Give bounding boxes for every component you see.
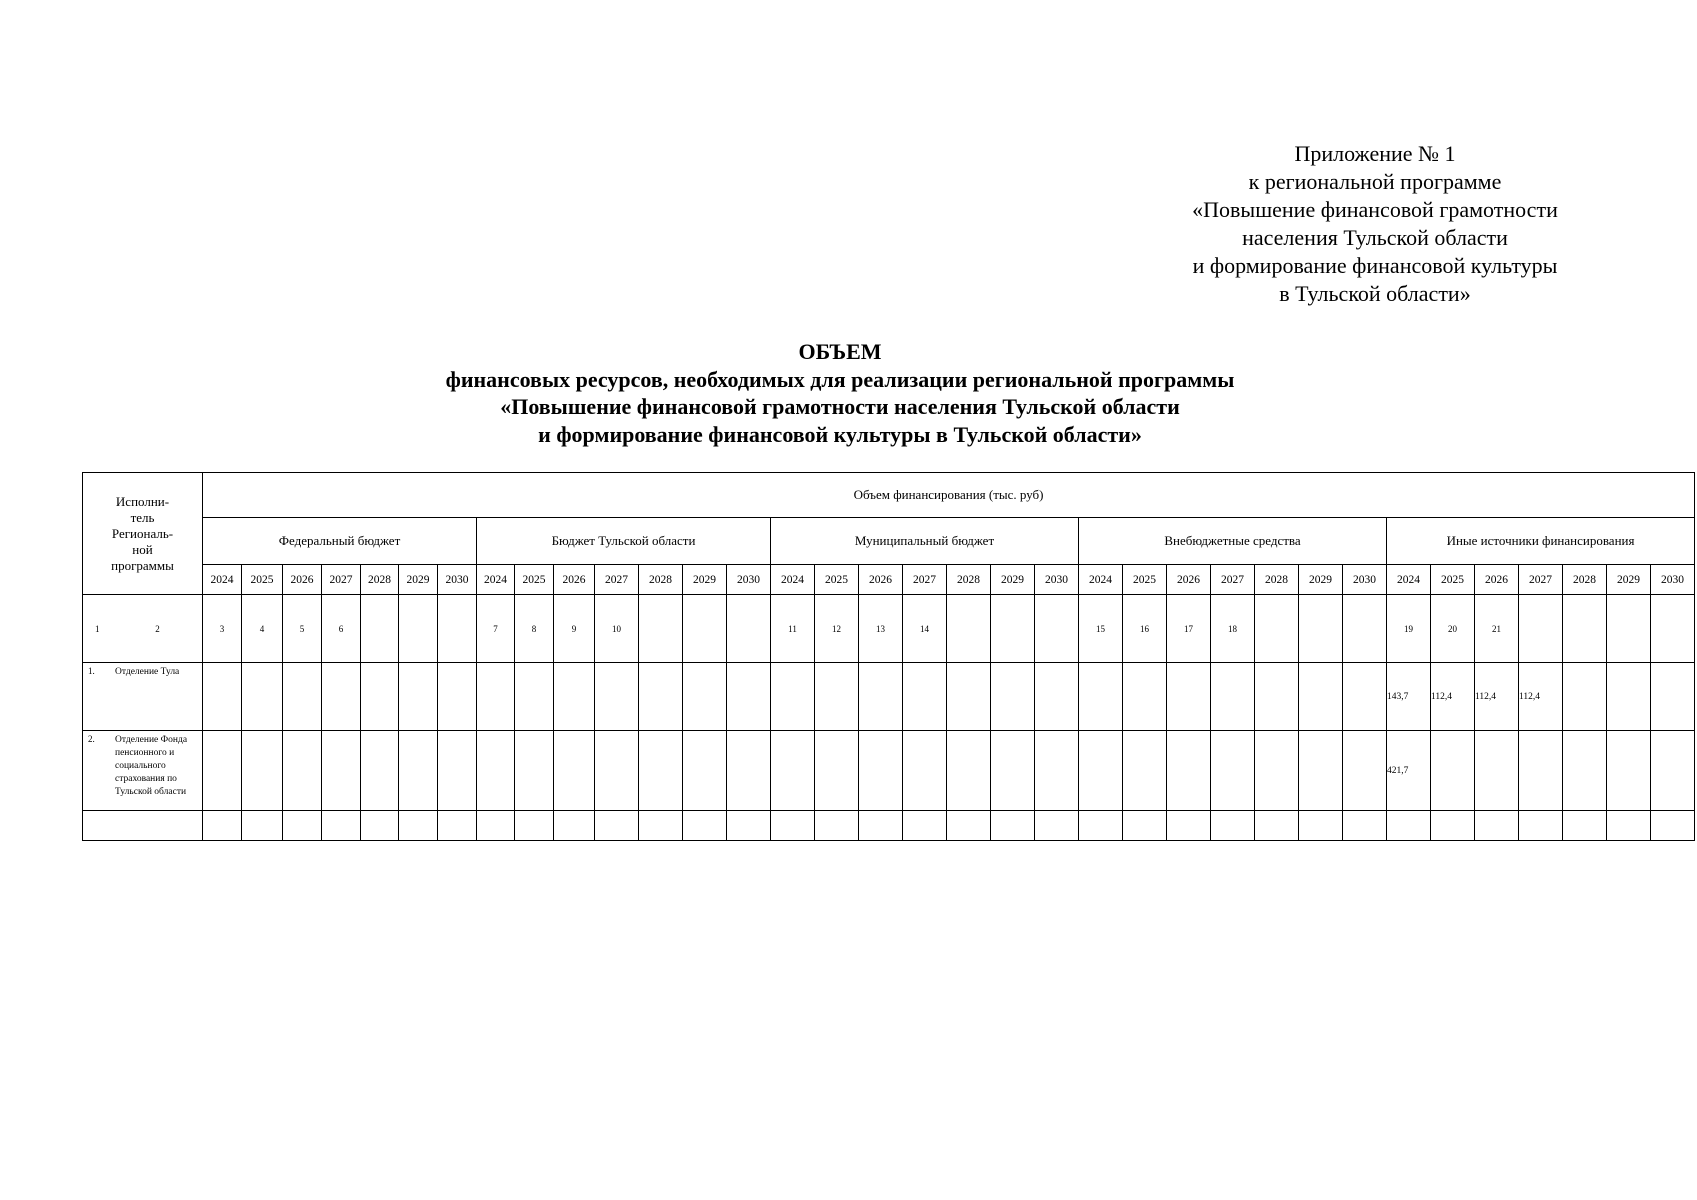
value-cell [1299,663,1343,731]
year-header: 2029 [683,565,727,595]
numbering-cell [947,595,991,663]
empty-cell [1519,811,1563,841]
value-cell [683,663,727,731]
empty-cell [242,811,283,841]
year-header: 2026 [283,565,322,595]
numbering-cell: 9 [554,595,595,663]
value-cell [1211,731,1255,811]
row-index: 1. [88,666,95,676]
year-header: 2025 [1123,565,1167,595]
value-cell [1167,663,1211,731]
year-header: 2028 [1563,565,1607,595]
year-header: 2030 [1651,565,1695,595]
numbering-cell: 19 [1387,595,1431,663]
year-header: 2024 [1079,565,1123,595]
group-header: Внебюджетные средства [1079,518,1387,565]
numbering-row [83,595,1695,663]
numbering-cell [1035,595,1079,663]
numbering-cell [1255,595,1299,663]
value-cell [242,663,283,731]
numbering-cell: 3 [203,595,242,663]
year-header: 2024 [203,565,242,595]
value-cell [683,731,727,811]
numbering-cell [683,595,727,663]
numbering-executor-cell [83,595,203,663]
empty-cell [1123,811,1167,841]
appendix-line: в Тульской области» [1279,281,1471,306]
value-cell [771,663,815,731]
numbering-cell [1651,595,1695,663]
value-cell [1079,731,1123,811]
empty-cell [1475,811,1519,841]
value-cell [1035,663,1079,731]
executor-header-line: Региональ- [111,525,174,541]
value-cell [554,663,595,731]
value-cell [1651,663,1695,731]
title-line: и формирование финансовой культуры в Тульской области» [538,421,1142,447]
value-cell [1035,731,1079,811]
numbering-cell [727,595,771,663]
year-header: 2026 [859,565,903,595]
numbering-cell [1519,595,1563,663]
group-header: Муниципальный бюджет [771,518,1079,565]
value-cell [361,663,399,731]
value-cell [361,731,399,811]
year-header: 2030 [727,565,771,595]
numbering-cell: 20 [1431,595,1475,663]
numbering-first: 1 [95,623,100,634]
numbering-cell: 21 [1475,595,1519,663]
numbering-cell: 16 [1123,595,1167,663]
numbering-cell [1299,595,1343,663]
value-cell [947,663,991,731]
numbering-cell [639,595,683,663]
empty-cell [815,811,859,841]
value-cell [727,663,771,731]
value-cell [771,731,815,811]
appendix-line: к региональной программе [1248,169,1502,194]
value-cell [595,731,639,811]
appendix-line: населения Тульской области [1242,225,1508,250]
empty-cell [595,811,639,841]
numbering-cell: 7 [477,595,515,663]
value-cell [595,663,639,731]
value-cell: 112,4 [1475,663,1519,731]
empty-cell [1079,811,1123,841]
numbering-cell: 4 [242,595,283,663]
value-cell [322,731,361,811]
value-cell [554,731,595,811]
empty-cell [83,811,203,841]
value-cell [903,731,947,811]
executor-header-line: Исполни- [115,493,170,509]
document-title [340,338,1340,448]
empty-cell [399,811,438,841]
year-header: 2029 [1607,565,1651,595]
year-header: 2025 [1431,565,1475,595]
value-cell: 112,4 [1431,663,1475,731]
value-cell [203,731,242,811]
empty-cell [515,811,554,841]
year-header: 2025 [815,565,859,595]
value-cell [1255,663,1299,731]
value-cell [283,731,322,811]
appendix-line: «Повышение финансовой грамотности [1192,197,1558,222]
value-cell [639,731,683,811]
empty-cell [361,811,399,841]
numbering-cell [399,595,438,663]
empty-cell [1431,811,1475,841]
value-cell: 112,4 [1519,663,1563,731]
empty-cell [283,811,322,841]
table-row [83,663,1695,731]
numbering-cell: 15 [1079,595,1123,663]
value-cell [1343,731,1387,811]
value-cell [1123,731,1167,811]
value-cell: 143,7 [1387,663,1431,731]
financing-table [82,472,1695,841]
title-line: «Повышение финансовой грамотности населения Тульской области [500,394,1180,419]
year-header: 2026 [1475,565,1519,595]
empty-cell [1035,811,1079,841]
year-header: 2030 [1343,565,1387,595]
numbering-cell: 8 [515,595,554,663]
table-row [83,731,1695,811]
year-header: 2025 [242,565,283,595]
appendix-line: и формирование финансовой культуры [1192,253,1558,278]
appendix-header [1130,140,1620,308]
group-header: Иные источники финансирования [1387,518,1695,565]
value-cell [515,731,554,811]
value-cell [203,663,242,731]
value-cell [515,663,554,731]
value-cell [947,731,991,811]
value-cell [1431,731,1475,811]
year-header: 2028 [1255,565,1299,595]
year-header: 2027 [1519,565,1563,595]
year-header: 2029 [399,565,438,595]
value-cell [438,731,477,811]
empty-cell [1211,811,1255,841]
empty-cell [1651,811,1695,841]
empty-cell [1607,811,1651,841]
value-cell [1563,731,1607,811]
empty-cell [991,811,1035,841]
value-cell [639,663,683,731]
value-cell [1475,731,1519,811]
numbering-cell [438,595,477,663]
year-header: 2024 [771,565,815,595]
executor-name: Отделение Фонда пенсионного и социального страхования по Тульской области [115,735,188,797]
executor-cell [83,731,203,811]
value-cell [399,663,438,731]
executor-header-line: ной [132,541,153,557]
empty-cell [947,811,991,841]
value-cell [1651,731,1695,811]
empty-cell [1563,811,1607,841]
appendix-line: Приложение № 1 [1294,141,1456,166]
value-cell: 421,7 [1387,731,1431,811]
numbering-cell [1343,595,1387,663]
header-row-years [83,565,1695,595]
header-row-volume [83,473,1695,518]
group-header: Бюджет Тульской области [477,518,771,565]
numbering-cell: 11 [771,595,815,663]
year-header: 2025 [515,565,554,595]
numbering-cell: 18 [1211,595,1255,663]
title-line: ОБЪЕМ [798,339,882,364]
title-line: финансовых ресурсов, необходимых для реализации региональной программы [445,366,1235,392]
row-index: 2. [88,734,95,744]
value-cell [1343,663,1387,731]
year-header: 2030 [1035,565,1079,595]
numbering-cell: 12 [815,595,859,663]
numbering-cell [991,595,1035,663]
executor-header [83,473,203,595]
numbering-second: 2 [155,623,160,634]
empty-cell [639,811,683,841]
executor-cell [83,663,203,731]
year-header: 2024 [477,565,515,595]
empty-cell [859,811,903,841]
empty-cell [554,811,595,841]
value-cell [859,663,903,731]
numbering-cell: 13 [859,595,903,663]
year-header: 2026 [1167,565,1211,595]
value-cell [1167,731,1211,811]
year-header: 2027 [322,565,361,595]
empty-cell [477,811,515,841]
year-header: 2027 [903,565,947,595]
year-header: 2029 [991,565,1035,595]
value-cell [991,731,1035,811]
value-cell [1519,731,1563,811]
empty-cell [203,811,242,841]
value-cell [1079,663,1123,731]
value-cell [1255,731,1299,811]
value-cell [322,663,361,731]
value-cell [859,731,903,811]
numbering-cell: 17 [1167,595,1211,663]
value-cell [399,731,438,811]
value-cell [1607,731,1651,811]
value-cell [477,731,515,811]
numbering-cell [361,595,399,663]
empty-cell [1299,811,1343,841]
header-row-groups [83,518,1695,565]
value-cell [1211,663,1255,731]
numbering-cell: 10 [595,595,639,663]
empty-cell [1255,811,1299,841]
year-header: 2027 [595,565,639,595]
executor-name: Отделение Тула [115,667,180,677]
value-cell [1123,663,1167,731]
value-cell [903,663,947,731]
year-header: 2024 [1387,565,1431,595]
empty-cell [903,811,947,841]
value-cell [1299,731,1343,811]
volume-header: Объем финансирования (тыс. руб) [203,473,1695,518]
empty-cell [1343,811,1387,841]
value-cell [727,731,771,811]
year-header: 2026 [554,565,595,595]
group-header: Федеральный бюджет [203,518,477,565]
numbering-cell: 14 [903,595,947,663]
year-header: 2028 [639,565,683,595]
empty-row [83,811,1695,841]
value-cell [815,663,859,731]
value-cell [1607,663,1651,731]
empty-cell [683,811,727,841]
empty-cell [727,811,771,841]
value-cell [815,731,859,811]
numbering-cell [1563,595,1607,663]
value-cell [438,663,477,731]
executor-header-line: тель [130,509,155,525]
value-cell [283,663,322,731]
year-header: 2029 [1299,565,1343,595]
empty-cell [1167,811,1211,841]
value-cell [242,731,283,811]
numbering-cell: 6 [322,595,361,663]
empty-cell [771,811,815,841]
numbering-cell [1607,595,1651,663]
year-header: 2028 [947,565,991,595]
executor-header-line: программы [111,557,174,573]
empty-cell [438,811,477,841]
empty-cell [322,811,361,841]
numbering-cell: 5 [283,595,322,663]
year-header: 2028 [361,565,399,595]
value-cell [477,663,515,731]
value-cell [1563,663,1607,731]
value-cell [991,663,1035,731]
year-header: 2030 [438,565,477,595]
year-header: 2027 [1211,565,1255,595]
empty-cell [1387,811,1431,841]
